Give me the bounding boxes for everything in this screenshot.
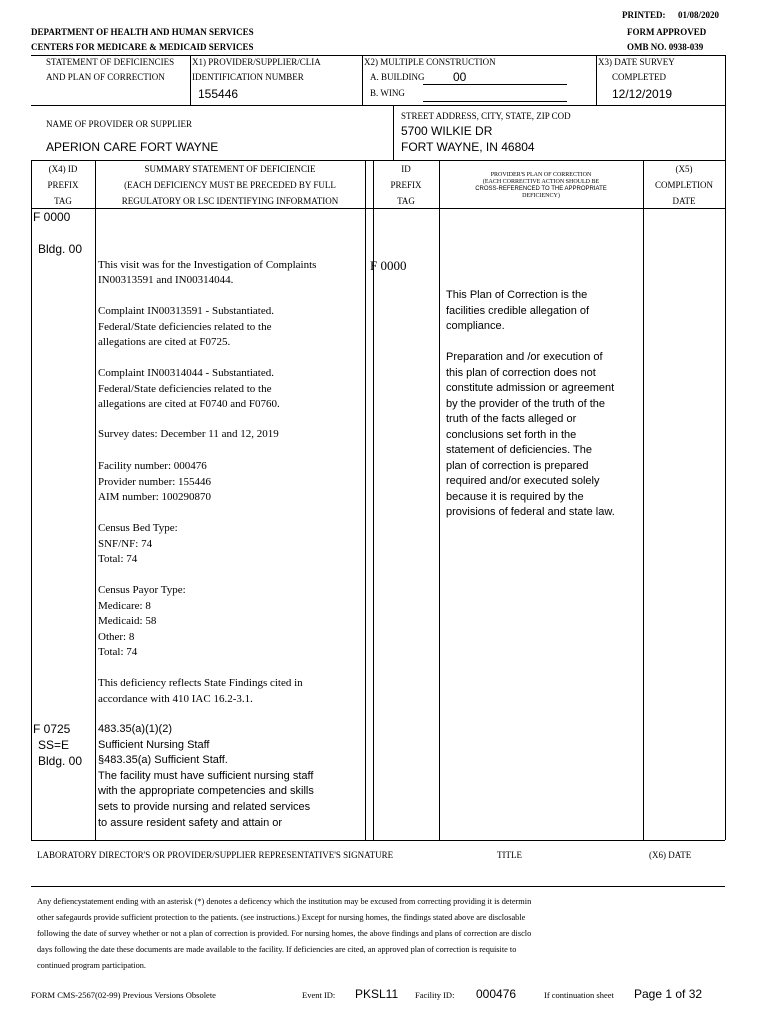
statement-label: STATEMENT OF DEFICIENCIES bbox=[46, 57, 175, 67]
printed-date: 01/08/2020 bbox=[678, 10, 720, 20]
tag-f0725: F 0725 bbox=[33, 722, 71, 736]
city-state-zip-value: FORT WAYNE, IN 46804 bbox=[401, 140, 535, 154]
id-header: ID bbox=[401, 164, 411, 174]
bldg-label: Bldg. 00 bbox=[38, 242, 83, 256]
plan-crossref-header: CROSS-REFERENCED TO THE APPROPRIATE bbox=[475, 186, 607, 192]
state-findings: This deficiency reflects State Findings cited in accordance with 410 IAC 16.2-3.1. bbox=[98, 677, 303, 705]
complaint-1-paragraph: Complaint IN00313591 - Substantiated. Federal/State deficiencies related to the allegations are cited at F0725. bbox=[98, 305, 274, 348]
street-address-label: STREET ADDRESS, CITY, STATE, ZIP COD bbox=[401, 111, 571, 121]
survey-date-value: 12/12/2019 bbox=[612, 87, 673, 101]
visit-paragraph: This visit was for the Investigation of Complaints IN00313591 and IN00314044. bbox=[98, 259, 317, 286]
provider-id-value: 155446 bbox=[198, 87, 239, 101]
x4-prefix-header: PREFIX bbox=[47, 180, 79, 190]
form-number: FORM CMS-2567(02-99) Previous Versions Obsolete bbox=[31, 990, 216, 1000]
completion-header: COMPLETION bbox=[655, 180, 713, 190]
plan-deficiency-header: DEFICIENCY) bbox=[522, 193, 560, 199]
plan-header: PROVIDER'S PLAN OF CORRECTION bbox=[490, 172, 592, 178]
printed-label: PRINTED: bbox=[622, 10, 666, 20]
completed-label: COMPLETED bbox=[612, 72, 666, 82]
facility-id-label: Facility ID: bbox=[415, 990, 455, 1000]
summary-note-header: (EACH DEFICIENCY MUST BE PRECEDED BY FULL bbox=[124, 180, 336, 190]
department-title: DEPARTMENT OF HEALTH AND HUMAN SERVICES bbox=[31, 27, 254, 37]
date-header: DATE bbox=[672, 196, 696, 206]
facility-numbers: Facility number: 000476 Provider number: 155446 AIM number: 100290870 bbox=[98, 460, 212, 503]
x2-label: X2) MULTIPLE CONSTRUCTION bbox=[364, 57, 496, 67]
form-approved: FORM APPROVED bbox=[627, 27, 707, 37]
provider-name-value: APERION CARE FORT WAYNE bbox=[46, 140, 219, 154]
centers-title: CENTERS FOR MEDICARE & MEDICAID SERVICES bbox=[31, 42, 254, 52]
page-number: Page 1 of 32 bbox=[634, 987, 703, 1001]
x1-label: X1) PROVIDER/SUPPLIER/CLIA bbox=[192, 57, 321, 67]
scope-severity: SS=E bbox=[38, 738, 70, 752]
f0725-requirement: 483.35(a)(1)(2) Sufficient Nursing Staff §483.35(a) Sufficient Staff. The facility must have sufficient nursing staff with the appropriate competencies and skills sets to provide nursing and related services to assure resident safety and attain or bbox=[98, 723, 314, 829]
id-tag-f0000: F 0000 bbox=[370, 258, 407, 273]
id-prefix-header: PREFIX bbox=[390, 180, 422, 190]
continuation-label: If continuation sheet bbox=[544, 990, 614, 1000]
x4-id-header: (X4) ID bbox=[48, 164, 78, 174]
census-bed-type: Census Bed Type: SNF/NF: 74 Total: 74 bbox=[98, 522, 178, 565]
street-address-value: 5700 WILKIE DR bbox=[401, 124, 493, 138]
x5-header: (X5) bbox=[675, 164, 693, 174]
id-tag-header: TAG bbox=[397, 196, 415, 206]
provider-name-label: NAME OF PROVIDER OR SUPPLIER bbox=[46, 119, 193, 129]
disclosure-footnote: Any defiencystatement ending with an asterisk (*) denotes a deficency which the institution may be excused from correcting providing it is determin other safegaurds provide sufficient protection to the patients. (see instructions.) Except for nursing homes, the findings stated above are disclosable following the date of survey whether or not a plan of correction is provided. For nursing homes, the above findings and plans of correction are disclo days following the date these documents are made available to the facility. If deficiencies are cited, an approved plan of correction is requisite to continued program participation. bbox=[37, 897, 532, 970]
plan-correction-label: AND PLAN OF CORRECTION bbox=[46, 72, 165, 82]
event-id-label: Event ID: bbox=[302, 990, 336, 1000]
x6-date-label: (X6) DATE bbox=[649, 850, 692, 860]
plan-compliance-paragraph: This Plan of Correction is the facilities credible allegation of compliance. bbox=[446, 289, 590, 332]
x4-tag-header: TAG bbox=[54, 196, 72, 206]
summary-info-header: REGULATORY OR LSC IDENTIFYING INFORMATION bbox=[121, 196, 339, 206]
survey-dates: Survey dates: December 11 and 12, 2019 bbox=[98, 428, 279, 440]
wing-label: B. WING bbox=[370, 88, 405, 98]
tag-f0000: F 0000 bbox=[33, 210, 71, 224]
complaint-2-paragraph: Complaint IN00314044 - Substantiated. Federal/State deficiencies related to the allegations are cited at F0740 and F0760. bbox=[98, 367, 280, 410]
title-label: TITLE bbox=[497, 850, 522, 860]
identification-label: IDENTIFICATION NUMBER bbox=[192, 72, 304, 82]
bldg-label-2: Bldg. 00 bbox=[38, 754, 83, 768]
omb-number: OMB NO. 0938-039 bbox=[627, 42, 704, 52]
facility-id-value: 000476 bbox=[476, 987, 517, 1001]
plan-note-header: (EACH CORRECTIVE ACTION SHOULD BE bbox=[482, 179, 600, 185]
x3-label: X3) DATE SURVEY bbox=[598, 57, 675, 67]
building-value: 00 bbox=[453, 70, 467, 84]
plan-disclaimer-paragraph: Preparation and /or execution of this plan of correction does not constitute admission or agreement by the provider of the truth of the truth of the facts alleged or conclusions set forth in the statement of deficiencies. The plan of correction is prepared required and/or executed solely because it is required by the provisions of federal and state law. bbox=[446, 351, 615, 518]
building-label: A. BUILDING bbox=[370, 72, 425, 82]
signature-label: LABORATORY DIRECTOR'S OR PROVIDER/SUPPLIER REPRESENTATIVE'S SIGNATURE bbox=[37, 850, 394, 860]
census-payor-type: Census Payor Type: Medicare: 8 Medicaid: 58 Other: 8 Total: 74 bbox=[98, 584, 186, 658]
summary-header: SUMMARY STATEMENT OF DEFICIENCIE bbox=[144, 164, 316, 174]
event-id-value: PKSL11 bbox=[355, 987, 399, 1001]
